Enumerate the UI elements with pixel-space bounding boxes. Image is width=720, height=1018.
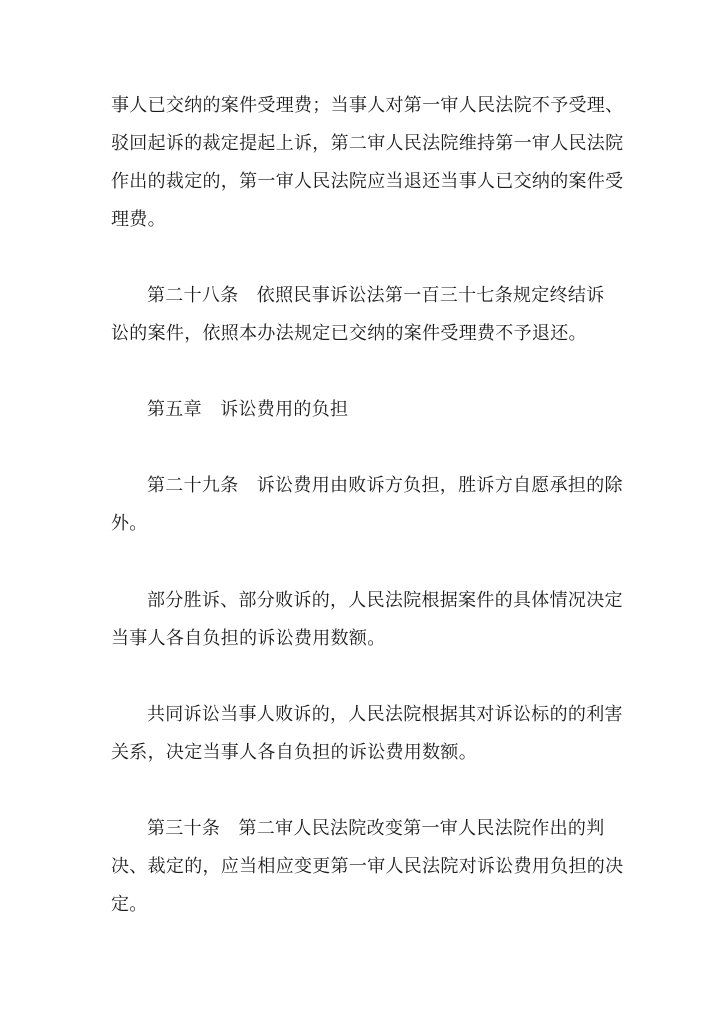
article-28-line: 第二十八条 依照民事诉讼法第一百三十七条规定终结诉 xyxy=(147,285,605,306)
text-line: 驳回起诉的裁定提起上诉，第二审人民法院维持第一审人民法院 xyxy=(111,133,624,154)
text-line: 讼的案件，依照本办法规定已交纳的案件受理费不予退还。 xyxy=(111,323,587,344)
text-line: 定。 xyxy=(111,894,148,915)
article-29-line: 第二十九条 诉讼费用由败诉方负担，胜诉方自愿承担的除 xyxy=(147,475,623,496)
text-line: 理费。 xyxy=(111,209,166,230)
text-line: 共同诉讼当事人败诉的，人民法院根据其对诉讼标的的利害 xyxy=(147,704,623,725)
text-line: 作出的裁定的，第一审人民法院应当退还当事人已交纳的案件受 xyxy=(111,171,624,192)
text-line: 外。 xyxy=(111,513,148,534)
text-line: 部分胜诉、部分败诉的，人民法院根据案件的具体情况决定 xyxy=(147,590,623,611)
text-line: 当事人各自负担的诉讼费用数额。 xyxy=(111,628,386,649)
article-30-line: 第三十条 第二审人民法院改变第一审人民法院作出的判 xyxy=(147,818,605,839)
text-line: 决、裁定的，应当相应变更第一审人民法院对诉讼费用负担的决 xyxy=(111,856,624,877)
chapter-heading: 第五章 诉讼费用的负担 xyxy=(147,399,349,420)
text-line: 事人已交纳的案件受理费；当事人对第一审人民法院不予受理、 xyxy=(111,95,624,116)
text-line: 关系，决定当事人各自负担的诉讼费用数额。 xyxy=(111,742,477,763)
